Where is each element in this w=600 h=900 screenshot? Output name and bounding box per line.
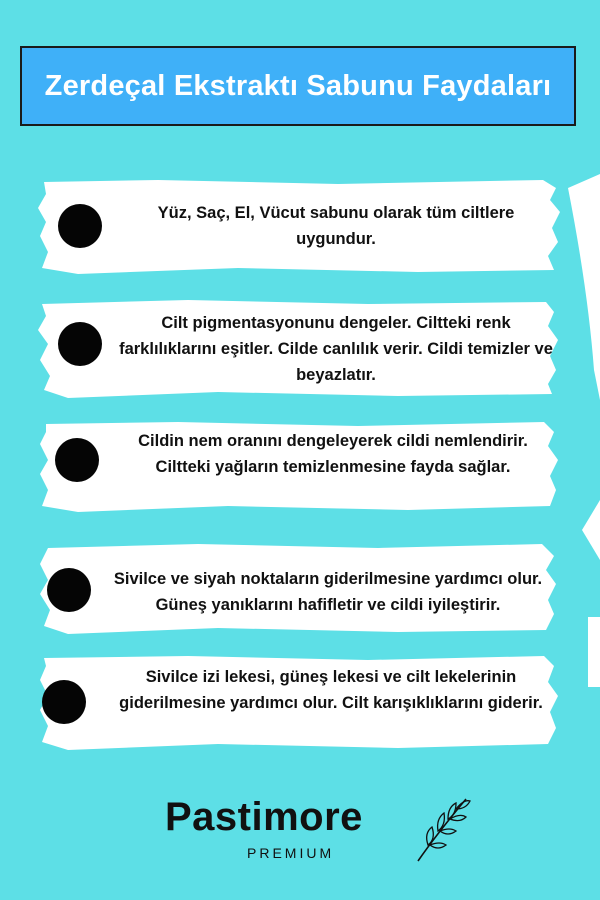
bullet-dot — [58, 322, 102, 366]
list-item — [38, 542, 560, 634]
brand-logo — [165, 795, 485, 875]
list-item — [38, 178, 560, 274]
bullet-dot — [47, 568, 91, 612]
title-banner — [20, 46, 576, 126]
item-text: Cilt pigmentasyonunu dengeler. Ciltteki renk farklılıklarını eşitler. Cilde canlılık verir. Cildi temizler ve beyazlatır. — [119, 314, 553, 384]
list-item — [38, 298, 560, 398]
item-text: Sivilce izi lekesi, güneş lekesi ve cilt lekelerinin giderilmesine yardımcı olur. Cilt karışıklıklarını giderir. — [119, 668, 543, 712]
page-title: Zerdeçal Ekstraktı Sabunu Faydaları — [44, 69, 552, 102]
decorative-bar — [588, 617, 600, 687]
item-text: Cildin nem oranını dengeleyerek cildi nemlendirir. Ciltteki yağların temizlenmesine fayda sağlar. — [138, 432, 528, 476]
decorative-arrow-shape — [560, 170, 600, 570]
brand-name: Pastimore — [165, 795, 363, 839]
item-text: Sivilce ve siyah noktaların giderilmesine yardımcı olur. Güneş yanıklarını hafifletir ve cildi iyileştirir. — [113, 570, 543, 614]
list-item — [38, 654, 560, 750]
bullet-dot — [42, 680, 86, 724]
list-item — [38, 420, 560, 512]
item-text: Yüz, Saç, El, Vücut sabunu olarak tüm ciltlere uygundur. — [157, 204, 515, 248]
leaf-branch-icon — [412, 795, 472, 865]
bullet-dot — [55, 438, 99, 482]
brand-tagline: PREMIUM — [247, 845, 335, 861]
bullet-dot — [58, 204, 102, 248]
